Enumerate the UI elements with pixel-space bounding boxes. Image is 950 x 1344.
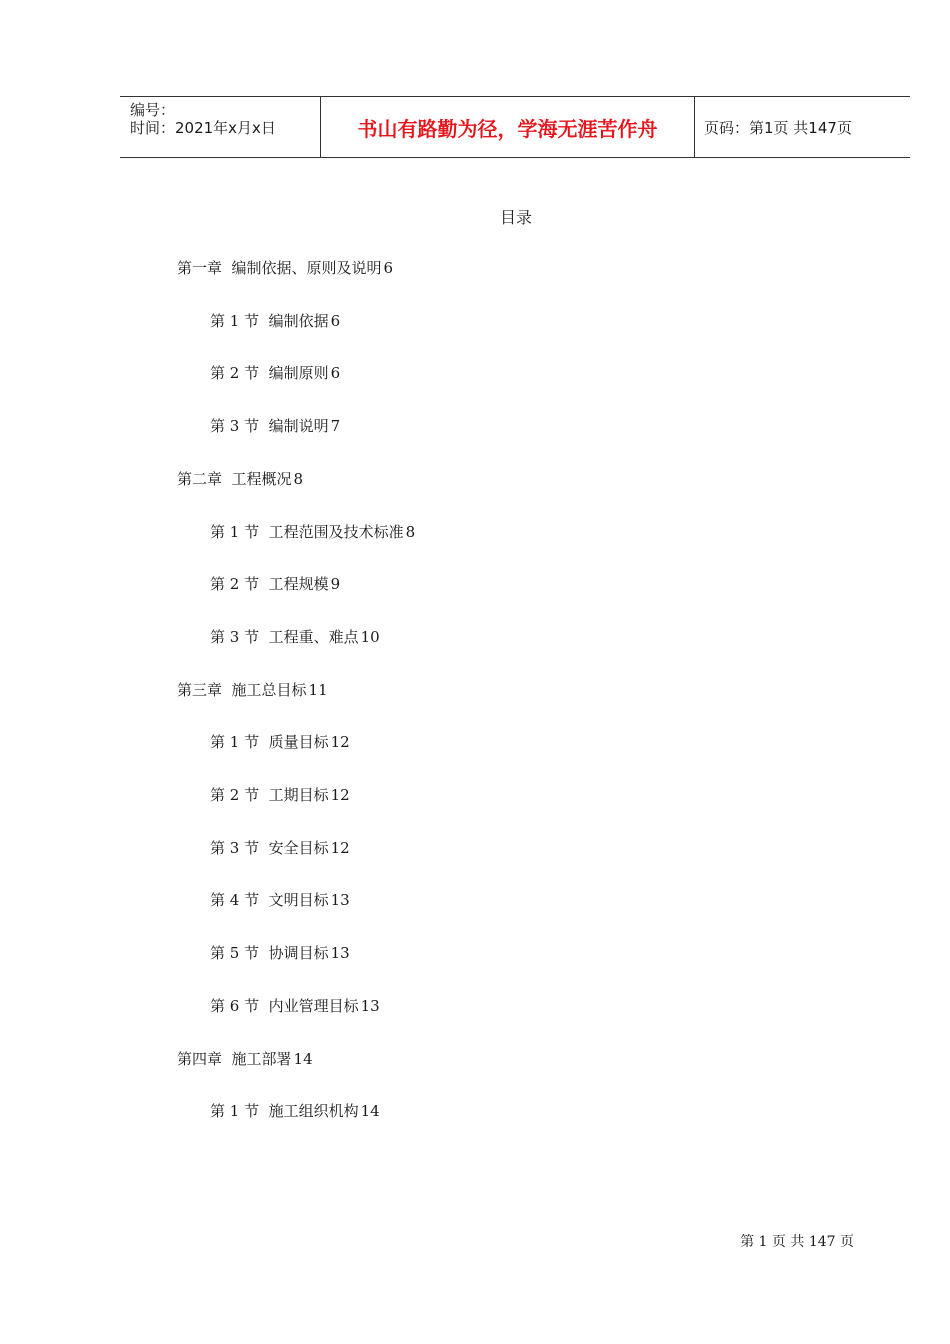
toc-entry-label: 第 1 节 编制依据 bbox=[210, 311, 329, 330]
toc-entry-page: 10 bbox=[360, 627, 380, 646]
toc-entry-page: 11 bbox=[308, 680, 328, 699]
toc-entry-page: 8 bbox=[293, 469, 304, 488]
header-page-info: 页码：第1页 共147页 bbox=[704, 118, 852, 137]
page-header bbox=[120, 96, 910, 158]
toc-entry-label: 第 2 节 工期目标 bbox=[210, 786, 329, 804]
page-footer: 第 1 页 共 147 页 bbox=[740, 1234, 854, 1250]
doc-time-label: 时间：2021年x月x日 bbox=[130, 119, 276, 137]
toc-entry-page: 14 bbox=[360, 1102, 380, 1121]
toc-entry-page: 12 bbox=[330, 786, 350, 804]
toc-entry-label: 第 2 节 工程规模 bbox=[210, 575, 329, 594]
toc-entry-page: 13 bbox=[330, 891, 350, 910]
toc-entry-page: 6 bbox=[330, 364, 341, 383]
toc-entry-label: 第一章 编制依据、原则及说明 bbox=[177, 259, 382, 277]
toc-entry-page: 13 bbox=[330, 944, 350, 963]
toc-entry-label: 第 3 节 安全目标 bbox=[210, 838, 329, 857]
toc-entry-label: 第 2 节 编制原则 bbox=[210, 364, 329, 383]
toc-entry-label: 第三章 施工总目标 bbox=[177, 680, 307, 699]
toc-entry-label: 第二章 工程概况 bbox=[177, 469, 292, 488]
toc-entry-page: 8 bbox=[405, 522, 416, 541]
toc-entry-page: 6 bbox=[383, 259, 394, 277]
toc-entry-label: 第 1 节 施工组织机构 bbox=[210, 1102, 359, 1121]
toc-entry-page: 13 bbox=[360, 996, 380, 1015]
toc-entry-page: 14 bbox=[293, 1049, 313, 1068]
toc-entry-label: 第 3 节 编制说明 bbox=[210, 417, 329, 436]
toc-entry-label: 第 1 节 工程范围及技术标准 bbox=[210, 522, 404, 541]
toc-entry-label: 第四章 施工部署 bbox=[177, 1049, 292, 1068]
toc-entry-label: 第 5 节 协调目标 bbox=[210, 944, 329, 963]
toc-entry-label: 第 6 节 内业管理目标 bbox=[210, 996, 359, 1015]
toc-title: 目录 bbox=[499, 208, 532, 227]
toc-entry-page: 12 bbox=[330, 838, 350, 857]
toc-entry-label: 第 1 节 质量目标 bbox=[210, 733, 329, 752]
toc-entry-page: 7 bbox=[330, 417, 341, 436]
toc-entry-label: 第 3 节 工程重、难点 bbox=[210, 627, 359, 646]
doc-number-label: 编号： bbox=[130, 101, 176, 119]
toc-entry-label: 第 4 节 文明目标 bbox=[210, 891, 329, 910]
toc-entry-page: 12 bbox=[330, 733, 350, 752]
header-motto: 书山有路勤为径，学海无涯苦作舟 bbox=[321, 97, 695, 157]
toc-entry-page: 9 bbox=[330, 575, 341, 594]
header-meta bbox=[120, 97, 321, 157]
toc-entry-page: 6 bbox=[330, 311, 341, 330]
